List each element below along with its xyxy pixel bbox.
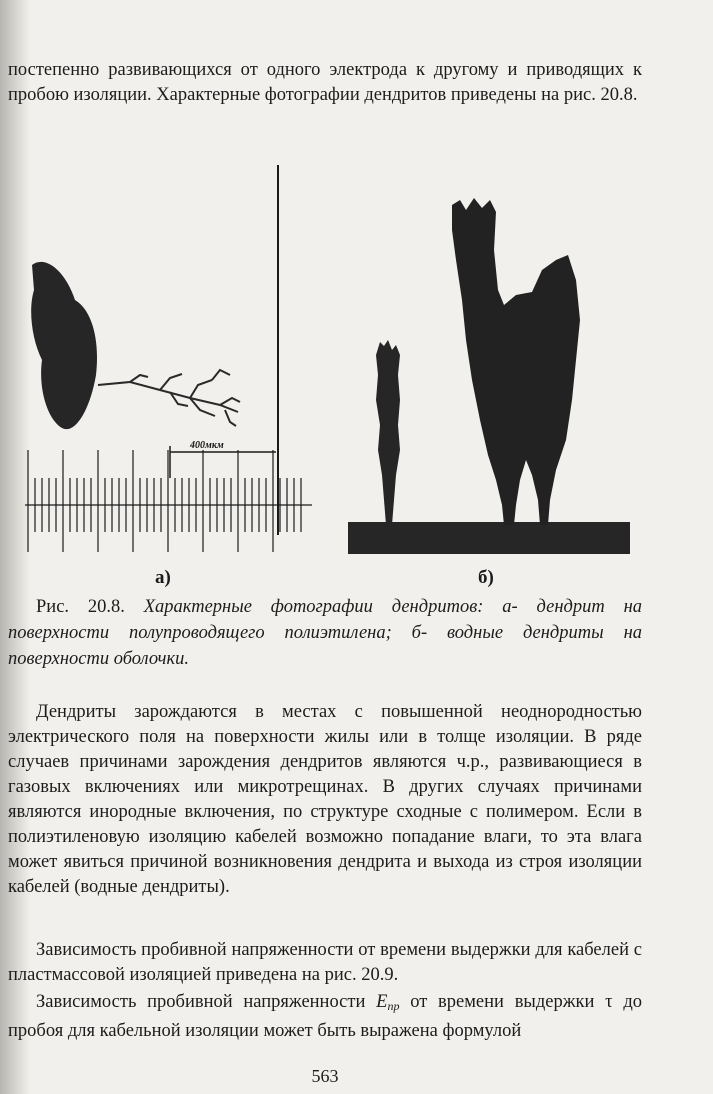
water-dendrite-base bbox=[348, 522, 630, 554]
page-number: 563 bbox=[311, 1066, 339, 1086]
figure-label-b: б) bbox=[478, 567, 494, 588]
paragraph-dendrites: Дендриты зарождаются в местах с повышенной неоднородностью электрического поля на поверхности жилы или в толще изоляции. В ряде случаев причинами зарождения дендритов являются ч.р., развивающиеся в газовых включениях или микротрещинах. В других случаях причинами являются инородные включения, по структуре сходные с полимером. Если в полиэтиленовую изоляцию кабелей возможно попадание влаги, то эта влага может явиться причиной возникновения дендрита и выхода из строя изоляции кабелей (водные дендриты). bbox=[8, 702, 642, 897]
figure-photos bbox=[20, 160, 660, 560]
paragraph-intro: постепенно развивающихся от одного электрода к другому и приводящих к пробою изоляции. Характерные фотографии дендритов приведены на рис. 20.8. bbox=[8, 60, 642, 105]
paragraph-formula-intro: Зависимость пробивной напряженности $E_{пр}$ от времени выдержки τ до пробоя для кабельной изоляции может быть выражена формулой bbox=[8, 992, 642, 1041]
dendrite-blob bbox=[31, 262, 97, 429]
caption-text: Характерные фотографии дендритов: а- дендрит на поверхности полупроводящего полиэтилена; б- водные дендриты на поверхности оболочки. bbox=[8, 597, 643, 669]
water-dendrite-small bbox=[376, 340, 400, 525]
photo-b bbox=[348, 198, 630, 554]
dendrite-branches bbox=[98, 370, 240, 426]
scale-label: 400мкм bbox=[190, 440, 224, 451]
symbol-subscript: пр bbox=[387, 999, 400, 1013]
caption-prefix: Рис. 20.8. bbox=[36, 597, 125, 617]
photo-a bbox=[25, 165, 312, 552]
figure-label-a: а) bbox=[155, 567, 171, 588]
measurement-ruler bbox=[25, 450, 312, 552]
figure-caption bbox=[8, 594, 642, 672]
paragraph-dependence: Зависимость пробивной напряженности от времени выдержки для кабелей с пластмассовой изоляцией приведена на рис. 20.9. bbox=[8, 940, 642, 985]
symbol-e: E bbox=[376, 992, 388, 1012]
figure-20-8 bbox=[20, 160, 660, 590]
water-dendrite-large bbox=[452, 198, 580, 525]
